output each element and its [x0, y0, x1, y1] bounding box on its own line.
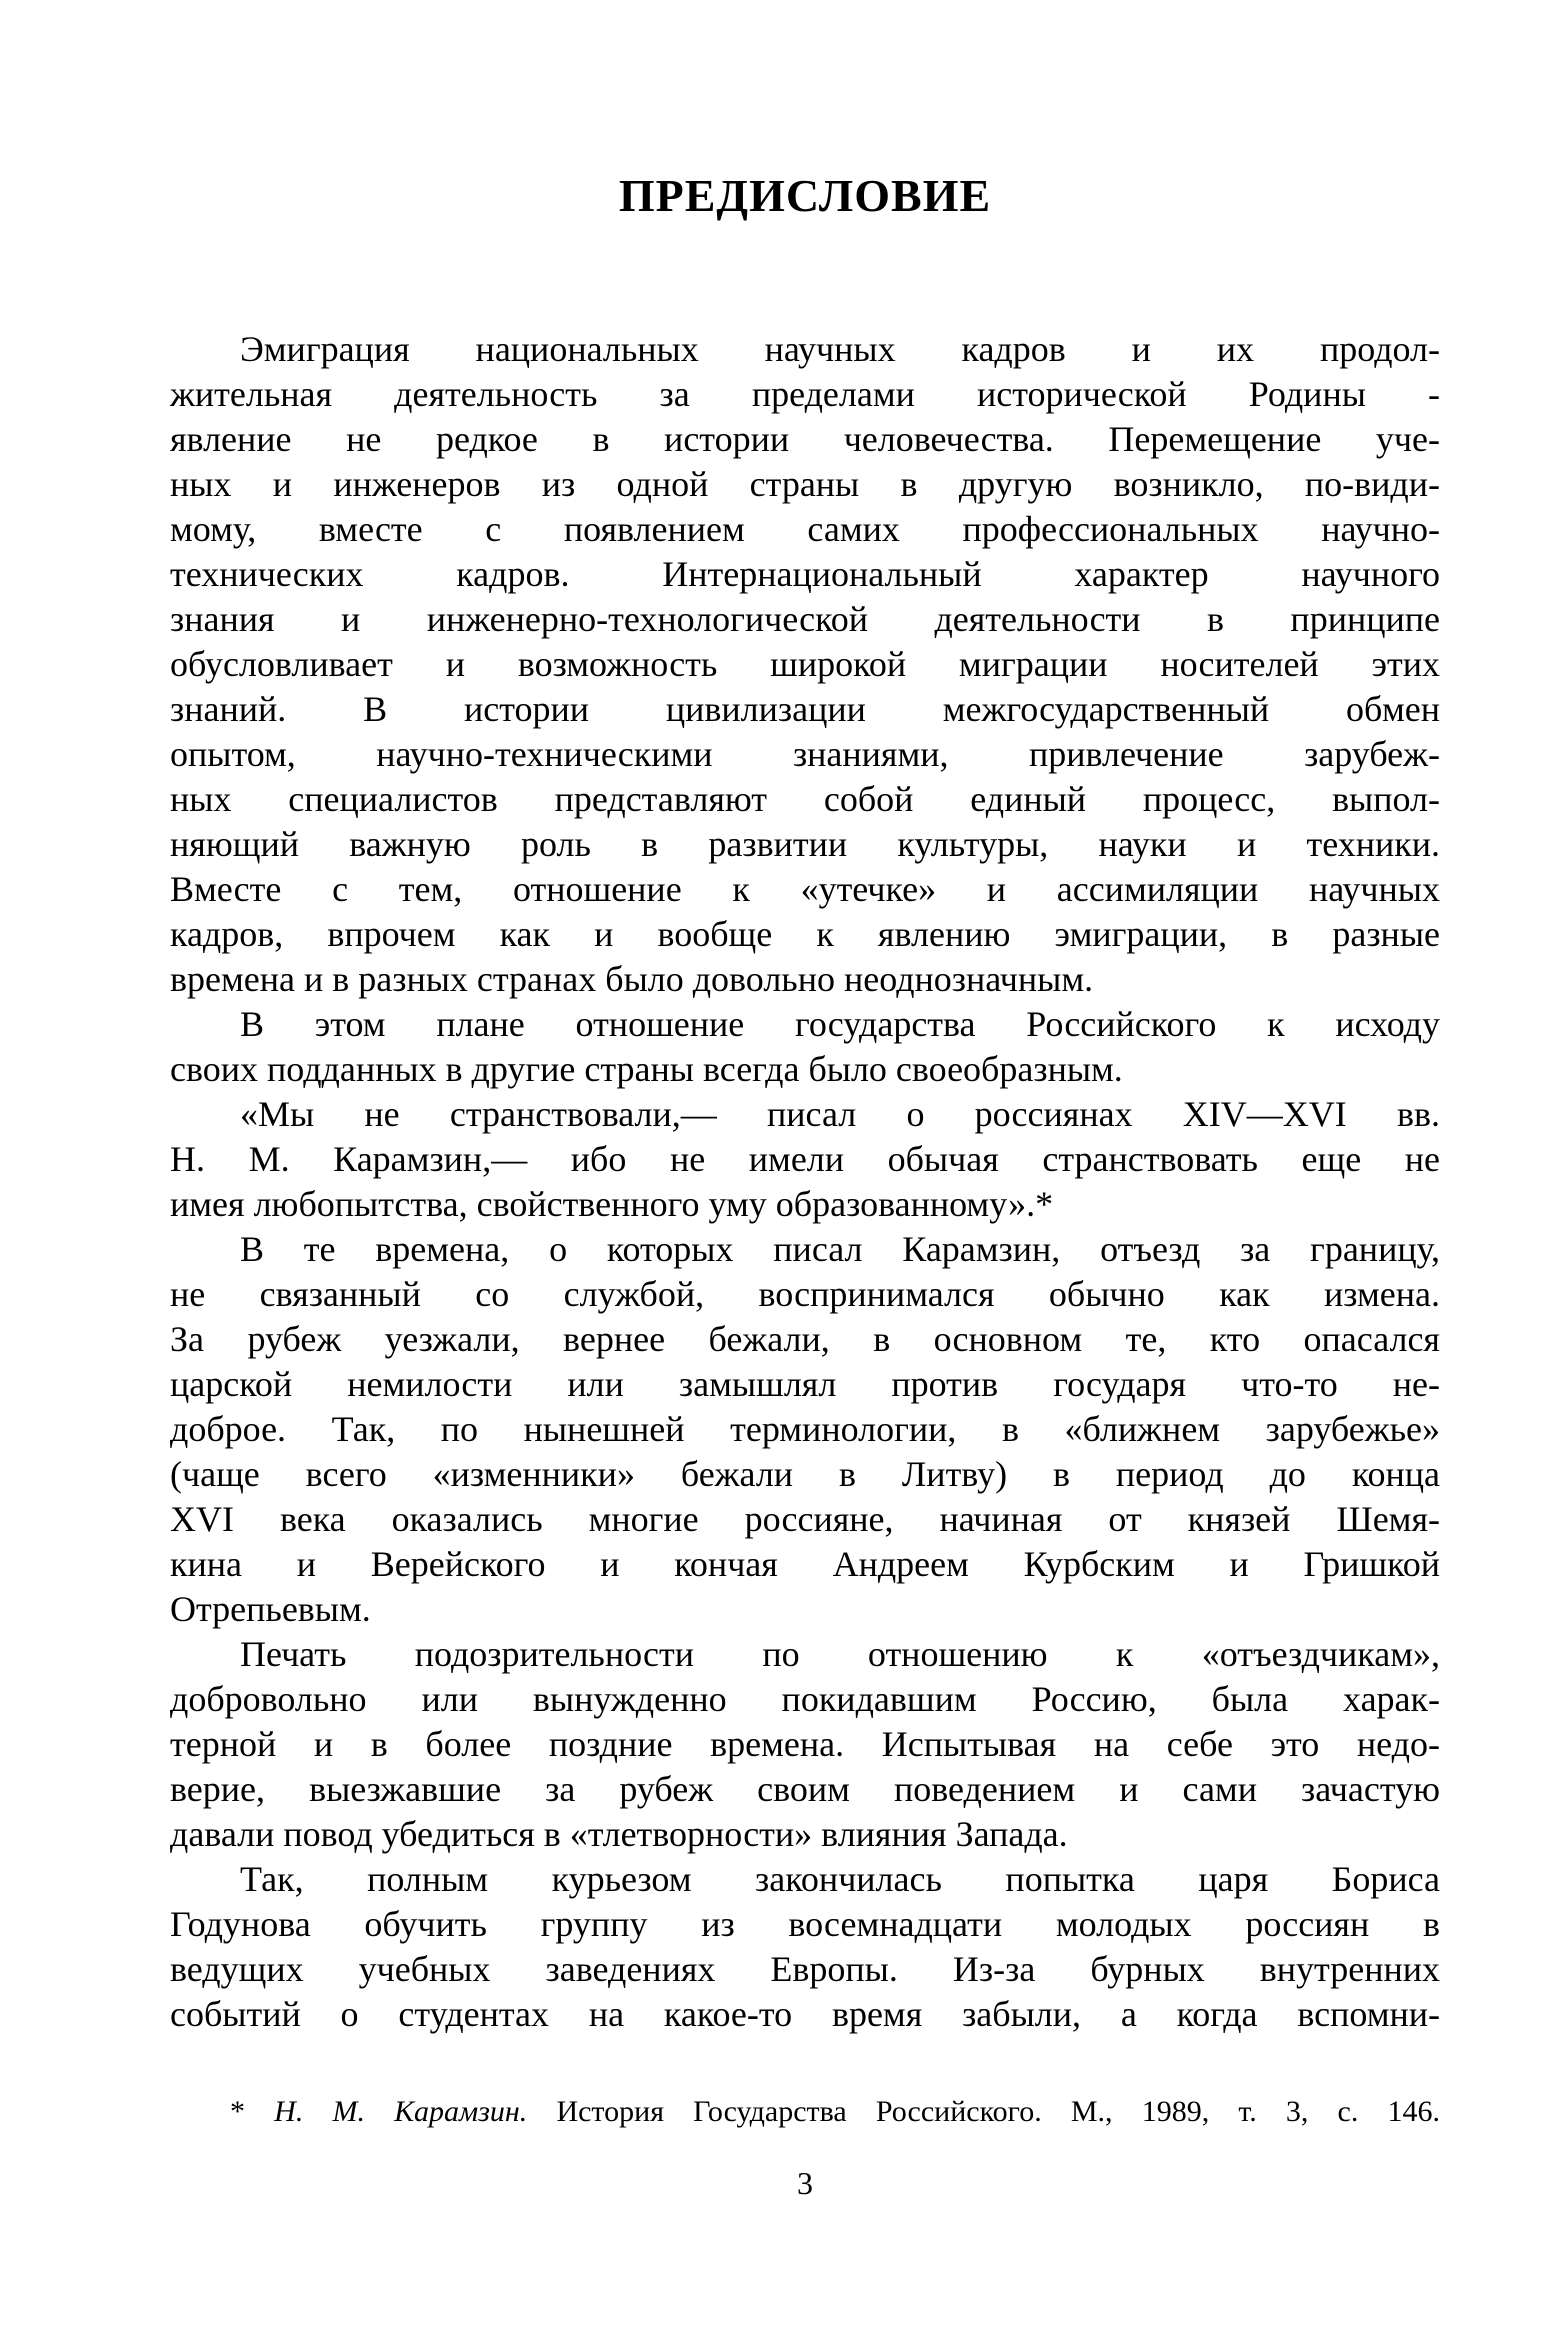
paragraph	[170, 327, 1440, 1002]
text-line: XVI века оказались многие россияне, начиная от князей Шемя-	[170, 1499, 1440, 1539]
footnote	[170, 2093, 1440, 2131]
text-line: не связанный со службой, воспринимался обычно как измена.	[170, 1274, 1440, 1314]
text-line: ных специалистов представляют собой единый процесс, выпол-	[170, 779, 1440, 819]
text-line: добровольно или вынужденно покидавшим Россию, была харак-	[170, 1679, 1440, 1719]
text-line: кина и Верейского и кончая Андреем Курбским и Гришкой	[170, 1544, 1440, 1584]
text-line: няющий важную роль в развитии культуры, науки и техники.	[170, 824, 1440, 864]
text-line: явление не редкое в истории человечества. Перемещение уче-	[170, 419, 1440, 459]
text-line: жительная деятельность за пределами исторической Родины -	[170, 374, 1440, 414]
footnote-author: Н. М. Карамзин.	[274, 2095, 528, 2128]
paragraph	[170, 1002, 1440, 1092]
text-line: доброе. Так, по нынешней терминологии, в «ближнем зарубежье»	[170, 1409, 1440, 1449]
text-line: терной и в более поздние времена. Испытывая на себе это недо-	[170, 1724, 1440, 1764]
paragraph	[170, 1092, 1440, 1227]
text-line: Отрепьевым.	[170, 1589, 371, 1629]
text-line: имея любопытства, свойственного уму образованному».*	[170, 1184, 1054, 1224]
page-title: ПРЕДИСЛОВИЕ	[618, 170, 992, 221]
text-line: Н. М. Карамзин,— ибо не имели обычая странствовать еще не	[170, 1139, 1440, 1179]
text-line: событий о студентах на какое-то время забыли, а когда вспомни-	[170, 1994, 1440, 2034]
text-line: знания и инженерно-технологической деятельности в принципе	[170, 599, 1440, 639]
footnote-text: История Государства Российского. М., 1989, т. 3, с. 146.	[556, 2095, 1440, 2128]
text-line: В этом плане отношение государства Российского к исходу	[240, 1004, 1440, 1044]
paragraph	[170, 1632, 1440, 1857]
text-line: Эмиграция национальных научных кадров и их продол-	[240, 329, 1440, 369]
page-number: 3	[797, 2165, 813, 2201]
paragraph	[170, 1857, 1440, 2037]
text-line: Вместе с тем, отношение к «утечке» и ассимиляции научных	[170, 869, 1440, 909]
text-line: своих подданных в другие страны всегда было своеобразным.	[170, 1049, 1123, 1089]
text-line: Годунова обучить группу из восемнадцати молодых россиян в	[170, 1904, 1440, 1944]
text-line: опытом, научно-техническими знаниями, привлечение зарубеж-	[170, 734, 1440, 774]
footnote-marker: *	[230, 2095, 245, 2128]
text-line: В те времена, о которых писал Карамзин, отъезд за границу,	[240, 1229, 1440, 1269]
text-line: ведущих учебных заведениях Европы. Из-за бурных внутренних	[170, 1949, 1440, 1989]
paragraph	[170, 1227, 1440, 1632]
text-line: (чаще всего «изменники» бежали в Литву) в период до конца	[170, 1454, 1440, 1494]
text-line: мому, вместе с появлением самих профессиональных научно-	[170, 509, 1440, 549]
text-line: Так, полным курьезом закончилась попытка царя Бориса	[240, 1859, 1440, 1899]
text-line: За рубеж уезжали, вернее бежали, в основном те, кто опасался	[170, 1319, 1440, 1359]
text-line: верие, выезжавшие за рубеж своим поведением и сами зачастую	[170, 1769, 1440, 1809]
text-line: Печать подозрительности по отношению к «отъездчикам»,	[240, 1634, 1440, 1674]
text-block	[170, 0, 1440, 2202]
text-line: давали повод убедиться в «тлетворности» влияния Запада.	[170, 1814, 1068, 1854]
text-line: «Мы не странствовали,— писал о россиянах XIV—XVI вв.	[240, 1094, 1440, 1134]
text-line: времена и в разных странах было довольно неоднозначным.	[170, 959, 1094, 999]
text-line: знаний. В истории цивилизации межгосударственный обмен	[170, 689, 1440, 729]
text-line: обусловливает и возможность широкой миграции носителей этих	[170, 644, 1440, 684]
text-line: ных и инженеров из одной страны в другую возникло, по-види-	[170, 464, 1440, 504]
text-line: кадров, впрочем как и вообще к явлению эмиграции, в разные	[170, 914, 1440, 954]
text-line: царской немилости или замышлял против государя что-то не-	[170, 1364, 1440, 1404]
text-line: технических кадров. Интернациональный характер научного	[170, 554, 1440, 594]
body-text	[170, 327, 1440, 2037]
